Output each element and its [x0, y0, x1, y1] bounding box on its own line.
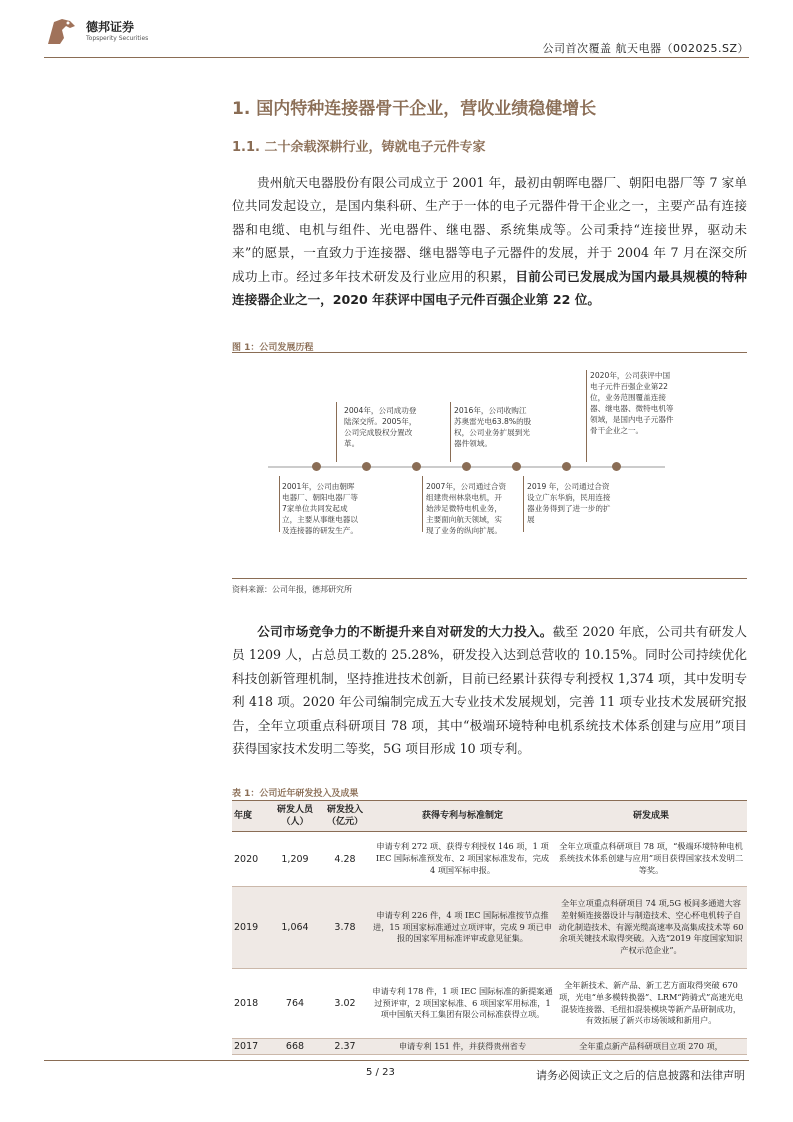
rd-table — [232, 800, 747, 1055]
cell-results: 全年新技术、新产品、新工艺方面取得突破 670 项，光电“单多模转换器”、LRM“跨骑式”高速光电混装连接器、毛纽扣混装模块等新产品研制成功，有效拓展了新兴市场领域和新用户。 — [555, 969, 747, 1039]
timeline-dot — [362, 462, 371, 471]
cell-year: 2019 — [232, 887, 270, 969]
report-info: 公司首次覆盖 航天电器（002025.SZ） — [542, 42, 749, 55]
connector-line — [279, 476, 280, 532]
timeline-dot — [312, 462, 321, 471]
table-header-row — [232, 801, 747, 832]
section-title: 1. 国内特种连接器骨干企业，营收业绩稳健增长 — [232, 99, 597, 119]
figure-source: 资料来源：公司年报，德邦研究所 — [232, 585, 352, 594]
brand-name: 德邦证券 — [86, 20, 135, 34]
footer-divider — [44, 1060, 749, 1061]
cell-staff: 1,209 — [270, 832, 320, 887]
intro-text: 贵州航天电器股份有限公司成立于 2001 年，最初由朝晖电器厂、朝阳电器厂等 7 家单位共同发起设立，是国内集科研、生产于一体的电子元器件骨干企业之一，主要产品有连接器和电缆、电机与组件、光电器件、继电器、系统集成等。公司秉持“连接世界，驱动未来”的愿景，一直致力于连接器、继电器等电子元器件的发展，并于 2004 年 7 月在深交所成功上市。经过多年技术研发及行业应用的积累， — [232, 175, 747, 284]
cell-year: 2018 — [232, 969, 270, 1039]
connector-line — [523, 476, 524, 532]
cell-patents: 申请专利 226 件，4 项 IEC 国际标准按节点推进，15 项国家标准通过立项评审，完成 9 项已申报的国家军用标准评审或意见征集。 — [370, 887, 555, 969]
connector-line — [336, 402, 337, 462]
table-header: 获得专利与标准制定 — [370, 801, 555, 832]
timeline-dot — [562, 462, 571, 471]
timeline-dot — [462, 462, 471, 471]
cell-results: 全年立项重点科研项目 78 项，“极端环境特种电机系统技术体系创建与应用”项目获得国家技术发明二等奖。 — [555, 832, 747, 887]
rd-paragraph — [232, 620, 747, 760]
table-row — [232, 887, 747, 969]
table-header: 研发投入（亿元） — [320, 801, 370, 832]
company-logo-icon — [44, 16, 80, 48]
timeline-event-2001: 2001年，公司由朝晖电器厂、朝阳电器厂等7家单位共同发起成立，主要从事继电器以及连接器的研发生产。 — [282, 482, 358, 535]
timeline-dot — [412, 462, 421, 471]
table-title: 表 1：公司近年研发投入及成果 — [232, 789, 359, 799]
header-divider — [44, 57, 749, 58]
table-row — [232, 969, 747, 1039]
cell-year: 2017 — [232, 1039, 270, 1055]
cell-invest: 2.37 — [320, 1039, 370, 1055]
cell-results: 全年重点新产品科研项目立项 270 项， — [555, 1039, 747, 1055]
connector-line — [450, 402, 451, 462]
timeline-event-2007: 2007年，公司通过合资组建贵州林泉电机，开始涉足微特电机业务，主要面向航天领域，实现了业务的纵向扩展。 — [426, 482, 507, 535]
brand-name-en: Topsperity Securities — [86, 35, 149, 42]
table-header: 研发人员（人） — [270, 801, 320, 832]
rd-text: 截至 2020 年底，公司共有研发人员 1209 人，占总员工数的 25.28%，研发投入达到总营收的 10.15%。同时公司持续优化科技创新管理机制，坚持推进技术创新，目前已经累计获得专利授权 1,374 项，其中发明专利 418 项。2020 年公司编制完成五大专业技术发展规划，完善 11 项专业技术发展研究报告，全年立项重点科研项目 78 项，其中“极端环境特种电机系统技术体系创建与应用”项目获得国家技术发明二等奖，5G 项目形成 10 项专利。 — [232, 624, 748, 757]
timeline-event-2016: 2016年，公司收购江苏奥雷光电63.8%的股权，公司业务扩展到光器件领域。 — [454, 406, 532, 448]
connector-line — [586, 370, 587, 462]
cell-results: 全年立项重点科研项目 74 项,5G 板间多通道大容差射频连接器设计与制造技术、空心杯电机转子自动化制造技术、有源光缆高速率及高集成技术等 60 余项关键技术取得突破。入选“2019 年度国家知识产权示范企业”。 — [555, 887, 747, 969]
intro-paragraph — [232, 171, 747, 311]
subsection-title: 1.1. 二十余载深耕行业，铸就电子元件专家 — [232, 140, 486, 155]
timeline-event-2020: 2020年，公司获评中国电子元件百强企业第22位，业务范围覆盖连接器、继电器、微特电机等领域，是国内电子元器件骨干企业之一。 — [590, 371, 674, 435]
cell-invest: 3.78 — [320, 887, 370, 969]
table-row — [232, 832, 747, 887]
cell-staff: 668 — [270, 1039, 320, 1055]
timeline-event-2019: 2019 年，公司通过合资设立广东华旃，民用连接器业务得到了进一步的扩展 — [527, 482, 611, 524]
cell-year: 2020 — [232, 832, 270, 887]
figure-top-divider — [232, 352, 747, 353]
cell-staff: 764 — [270, 969, 320, 1039]
cell-invest: 4.28 — [320, 832, 370, 887]
cell-patents: 申请专利 178 件，1 项 IEC 国际标准的新提案通过预评审，2 项国家标准、6 项国家军用标准，1 项中国航天科工集团有限公司标准获得立项。 — [370, 969, 555, 1039]
figure-title: 图 1：公司发展历程 — [232, 343, 314, 353]
table-header: 研发成果 — [555, 801, 747, 832]
figure-bottom-divider — [232, 578, 747, 579]
cell-invest: 3.02 — [320, 969, 370, 1039]
table-header: 年度 — [232, 801, 270, 832]
intro-bold-text: 目前公司已发展成为国内最具规模的特种连接器企业之一，2020 年获评中国电子元件百强企业第 22 位。 — [232, 268, 748, 308]
footer-disclaimer: 请务必阅读正文之后的信息披露和法律声明 — [536, 1069, 745, 1082]
cell-patents: 申请专利 151 件，并获得贵州省专 — [370, 1039, 555, 1055]
rd-bold-text: 公司市场竞争力的不断提升来自对研发的大力投入。 — [257, 624, 553, 639]
table-row — [232, 1039, 747, 1055]
connector-line — [422, 476, 423, 532]
page-number: 5 / 23 — [366, 1067, 395, 1078]
timeline-dot — [612, 462, 621, 471]
timeline-dot — [512, 462, 521, 471]
cell-patents: 申请专利 272 项、获得专利授权 146 项，1 项 IEC 国际标准预发布、2 项国家标准发布，完成 4 项国军标申报。 — [370, 832, 555, 887]
cell-staff: 1,064 — [270, 887, 320, 969]
timeline-event-2004: 2004年，公司成功登陆深交所。2005年，公司完成股权分置改革。 — [344, 406, 417, 448]
